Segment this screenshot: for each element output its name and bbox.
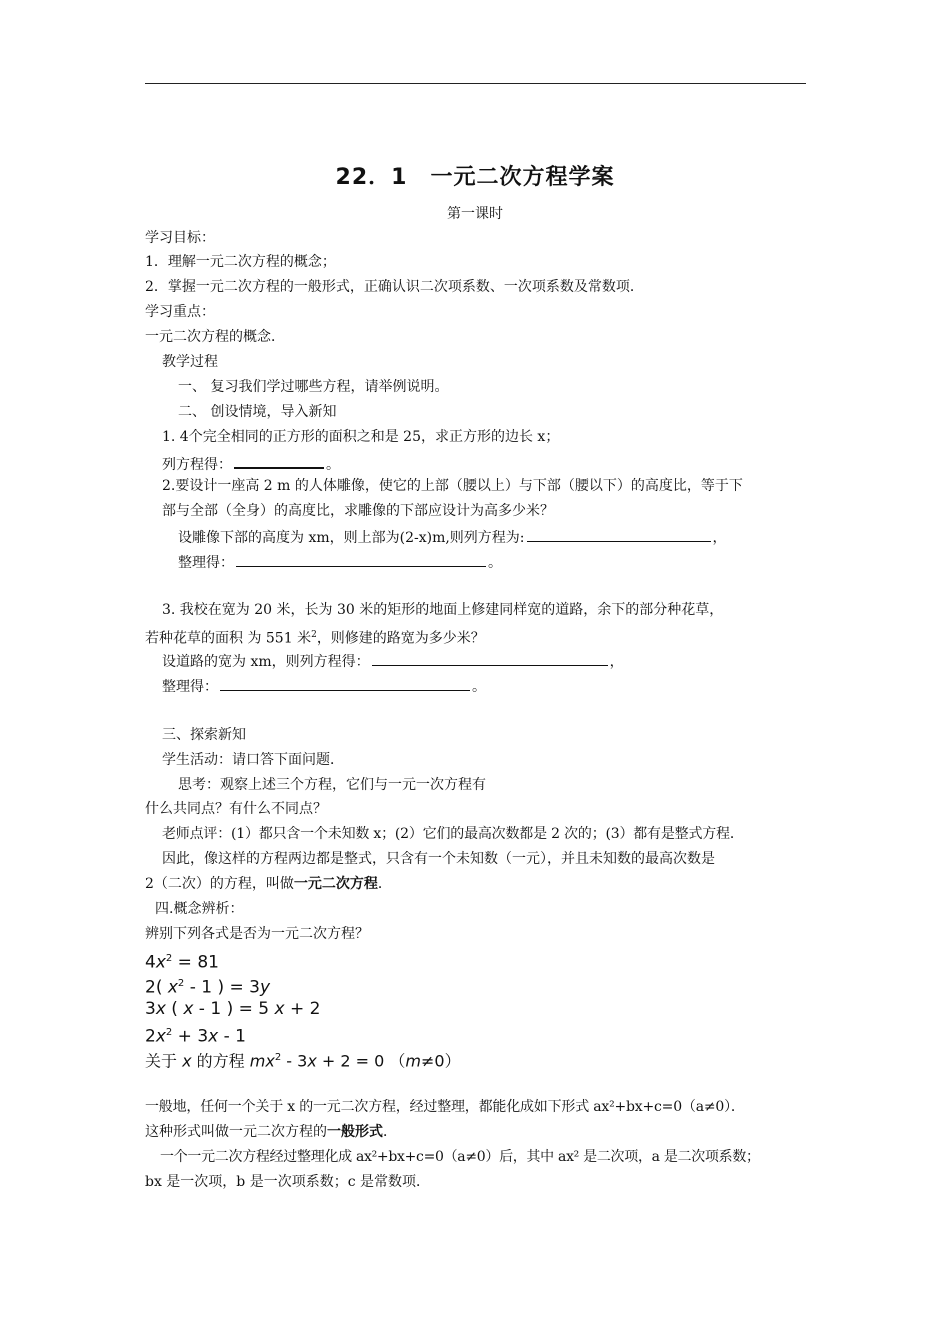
eq-var: x <box>155 999 166 1019</box>
eq-part: - 3 <box>281 1051 308 1071</box>
text-span: 设道路的宽为 xm，则列方程得： <box>162 654 370 670</box>
text-span: ． <box>383 1124 397 1140</box>
text-span: ， <box>609 654 624 670</box>
text-line: bx 是一次项，b 是一次项系数；c 是常数项． <box>145 1174 431 1190</box>
answer-blank[interactable] <box>372 651 608 666</box>
text-span: 。 <box>488 555 502 571</box>
text-line <box>162 651 624 671</box>
eq-var: x <box>183 999 194 1019</box>
text-line: 3. 我校在宽为 20 米，长为 30 米的矩形的地面上修建同样宽的道路，余下的部分种花草， <box>162 602 724 618</box>
text-line: 老师点评：(1）都只含一个未知数 x；(2）它们的最高次数都是 2 次的；(3）都有是整式方程． <box>162 826 744 842</box>
text-line: 一般地，任何一个关于 x 的一元二次方程，经过整理，都能化成如下形式 ax²+bx+c=0（a≠0）． <box>145 1099 745 1115</box>
text-span: ． <box>377 876 392 892</box>
eq-var: y <box>259 977 271 998</box>
text-line: 2．掌握一元二次方程的一般形式，正确认识二次项系数、一次项系数及常数项． <box>145 279 644 295</box>
eq-var: x <box>167 977 178 998</box>
text-span: ， <box>712 530 727 546</box>
text-line <box>162 676 486 696</box>
text-span: 若种花草的面积 为 551 米 <box>145 630 312 647</box>
text-line <box>178 552 502 572</box>
eq-part: + 2 <box>284 999 321 1019</box>
eq-part: + 3 <box>172 1026 209 1047</box>
eq-part: ≠0） <box>420 1051 461 1071</box>
text-line: 2.要设计一座高 2 m 的人体雕像，使它的上部（腰以上）与下部（腰以下）的高度比，等于下 <box>162 478 743 494</box>
eq-sup: 2 <box>177 978 185 989</box>
eq-part: 关于 <box>145 1051 183 1071</box>
text-line: 教学过程 <box>162 354 218 370</box>
eq-part: 4 <box>145 952 156 973</box>
answer-blank[interactable] <box>234 453 324 469</box>
text-span: ，则修建的路宽为多少米？ <box>316 630 485 647</box>
eq-part: 2 <box>145 1026 156 1047</box>
superscript: 2 <box>311 630 317 640</box>
bold-term: 一元二次方程 <box>293 876 378 892</box>
text-span: 这种形式叫做一元二次方程的 <box>145 1124 327 1140</box>
text-line: 学习目标： <box>145 230 215 246</box>
text-line: 二、 创设情境，导入新知 <box>178 404 337 420</box>
header-rule <box>145 83 806 84</box>
eq-part: - 1 <box>218 1026 246 1047</box>
text-line: 一、 复习我们学过哪些方程，请举例说明。 <box>178 379 449 395</box>
text-line: 学生活动：请口答下面问题． <box>162 752 344 768</box>
eq-part: 3 <box>145 999 156 1019</box>
eq-var: m <box>405 1051 421 1071</box>
text-line: 1．理解一元二次方程的概念； <box>145 254 336 270</box>
eq-var: x <box>274 999 285 1019</box>
eq-part: - 1 ) = 5 <box>193 999 275 1019</box>
eq-part: ( <box>165 999 184 1019</box>
text-line: 一元二次方程的概念． <box>145 329 285 345</box>
answer-blank[interactable] <box>236 552 486 567</box>
equation-5 <box>145 1047 461 1072</box>
answer-blank[interactable] <box>527 527 711 542</box>
eq-part: 2( <box>145 977 168 998</box>
text-span: 。 <box>472 679 486 695</box>
eq-var: mx <box>249 1051 275 1071</box>
text-line: 因此，像这样的方程两边都是整式，只含有一个未知数（一元），并且未知数的最高次数是 <box>162 851 715 867</box>
eq-sup: 2 <box>274 1052 282 1063</box>
text-span: 设雕像下部的高度为 xm，则上部为(2-x)m,则列方程为: <box>178 530 525 546</box>
eq-part: 的方程 <box>191 1051 250 1071</box>
text-span: 列方程得： <box>162 457 232 473</box>
bold-term: 一般形式 <box>327 1124 383 1140</box>
text-line: 辨别下列各式是否为一元二次方程？ <box>145 926 369 942</box>
equation-3 <box>145 998 320 1020</box>
text-line: 学习重点： <box>145 304 215 320</box>
text-line: 部与全部（全身）的高度比，求雕像的下部应设计为高多少米？ <box>162 503 554 519</box>
eq-var: x <box>208 1026 219 1047</box>
equation-4 <box>145 1022 246 1048</box>
text-line: 1. 4个完全相同的正方形的面积之和是 25，求正方形的边长 x； <box>162 429 560 445</box>
text-line: 一个一元二次方程经过整理化成 ax²+bx+c=0（a≠0）后，其中 ax² 是二次项，a 是二次项系数； <box>160 1149 760 1165</box>
text-line: 三、探索新知 <box>162 727 246 743</box>
text-line <box>178 527 727 547</box>
text-line: 四.概念辨析： <box>155 901 244 917</box>
eq-var: x <box>307 1051 317 1071</box>
text-span: 。 <box>326 457 340 473</box>
text-span: 整理得： <box>162 679 218 695</box>
text-line <box>145 875 392 893</box>
text-span: 整理得： <box>178 555 234 571</box>
eq-part: = 81 <box>172 952 219 973</box>
answer-blank[interactable] <box>220 676 470 691</box>
text-line <box>162 453 340 474</box>
page-subtitle: 第一课时 <box>447 206 503 222</box>
equation-2 <box>145 973 270 999</box>
eq-var: x <box>182 1051 192 1071</box>
text-line <box>145 626 485 648</box>
text-span: 2（二次）的方程，叫做 <box>145 876 294 892</box>
page-title: 22．1 一元二次方程学案 <box>335 165 615 190</box>
text-line: 思考：观察上述三个方程，它们与一元一次方程有 <box>178 777 486 793</box>
equation-1 <box>145 948 219 974</box>
eq-sup: 2 <box>165 953 173 964</box>
text-line: 什么共同点？有什么不同点？ <box>145 801 327 817</box>
eq-var: x <box>155 952 166 973</box>
eq-sup: 2 <box>165 1027 173 1038</box>
text-line <box>145 1123 397 1141</box>
eq-part: - 1 ) = 3 <box>184 977 260 998</box>
eq-part: + 2 = 0 （ <box>316 1051 406 1071</box>
eq-var: x <box>155 1026 166 1047</box>
